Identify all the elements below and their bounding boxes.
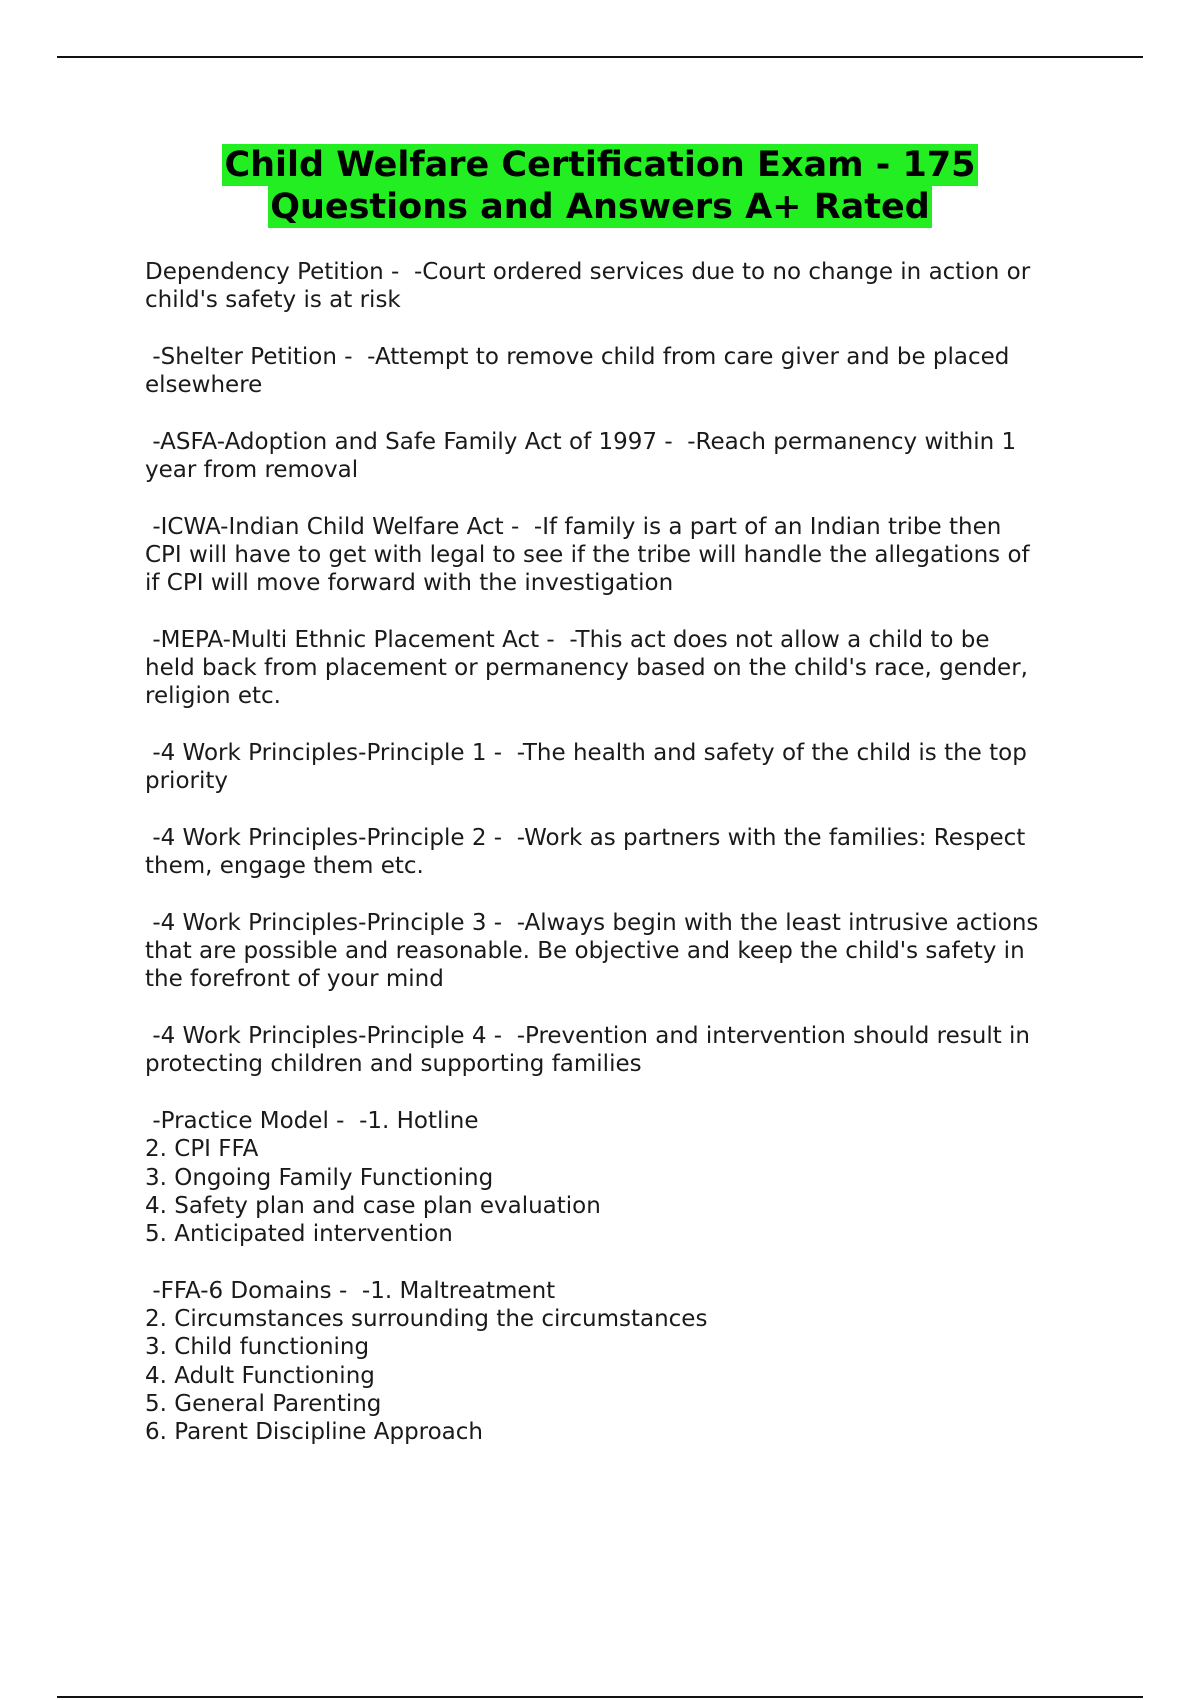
qa-entry-line: priority (145, 768, 228, 795)
qa-entry-line: them, engage them etc. (145, 853, 424, 880)
qa-entry-line: year from removal (145, 457, 359, 484)
qa-entry-line: -4 Work Principles-Principle 2 - -Work as partners with the families: Respect (145, 824, 1026, 851)
qa-entry (145, 513, 1095, 598)
qa-entry-line: -ASFA-Adoption and Safe Family Act of 1997 - -Reach permanency within 1 (145, 428, 1017, 455)
qa-entry-line: 4. Safety plan and case plan evaluation (145, 1192, 601, 1219)
qa-entry-line: 6. Parent Discipline Approach (145, 1419, 484, 1446)
qa-entry-line: -4 Work Principles-Principle 4 - -Prevention and intervention should result in (145, 1023, 1031, 1050)
qa-entry-line: -Shelter Petition - -Attempt to remove child from care giver and be placed (145, 343, 1010, 370)
qa-entry-line: Dependency Petition - -Court ordered services due to no change in action or (145, 259, 1031, 285)
qa-entry-line: -Practice Model - -1. Hotline (145, 1107, 479, 1134)
qa-entry-line: 5. Anticipated intervention (145, 1221, 453, 1248)
qa-entry-line: -4 Work Principles-Principle 1 - -The health and safety of the child is the top (145, 740, 1027, 767)
qa-entry-line: protecting children and supporting families (145, 1051, 642, 1078)
qa-entry (145, 626, 1095, 711)
qa-entry (145, 1277, 1095, 1447)
qa-entry-line: -ICWA-Indian Child Welfare Act - -If family is a part of an Indian tribe then (145, 513, 1002, 540)
qa-entry (145, 428, 1095, 485)
qa-entry-line: child's safety is at risk (145, 287, 401, 314)
qa-entry-line: held back from placement or permanency based on the child's race, gender, (145, 655, 1028, 682)
qa-entry-line: if CPI will move forward with the investigation (145, 570, 674, 597)
qa-entry (145, 343, 1095, 400)
qa-entry (145, 909, 1095, 994)
qa-entry (145, 824, 1095, 881)
qa-entry-line: 2. Circumstances surrounding the circumstances (145, 1305, 708, 1332)
qa-entry (145, 739, 1095, 796)
qa-entry-line: -FFA-6 Domains - -1. Maltreatment (145, 1277, 556, 1304)
title-line-2: Questions and Answers A+ Rated (270, 187, 930, 227)
qa-entry-line: -4 Work Principles-Principle 3 - -Always begin with the least intrusive actions (145, 909, 1039, 936)
qa-entry-line: 2. CPI FFA (145, 1136, 259, 1163)
qa-entry (145, 1107, 1095, 1248)
qa-entry-line: 5. General Parenting (145, 1390, 382, 1417)
qa-entry (145, 1022, 1095, 1079)
qa-entry-line: CPI will have to get with legal to see if the tribe will handle the allegations of (145, 541, 1030, 568)
qa-entry (145, 258, 1095, 315)
document-body (145, 258, 1095, 1475)
qa-entry-line: that are possible and reasonable. Be objective and keep the child's safety in (145, 938, 1025, 965)
top-divider (57, 56, 1143, 58)
document-title (0, 144, 1200, 228)
qa-entry-line: religion etc. (145, 683, 281, 710)
qa-entry-line: 4. Adult Functioning (145, 1362, 375, 1389)
qa-entry-line: elsewhere (145, 372, 263, 399)
qa-entry-line: -MEPA-Multi Ethnic Placement Act - -This act does not allow a child to be (145, 626, 990, 653)
bottom-divider (57, 1696, 1143, 1698)
title-line-1: Child Welfare Certification Exam - 175 (224, 145, 976, 185)
qa-entry-line: 3. Ongoing Family Functioning (145, 1164, 494, 1191)
qa-entry-line: the forefront of your mind (145, 966, 444, 993)
qa-entry-line: 3. Child functioning (145, 1334, 370, 1361)
